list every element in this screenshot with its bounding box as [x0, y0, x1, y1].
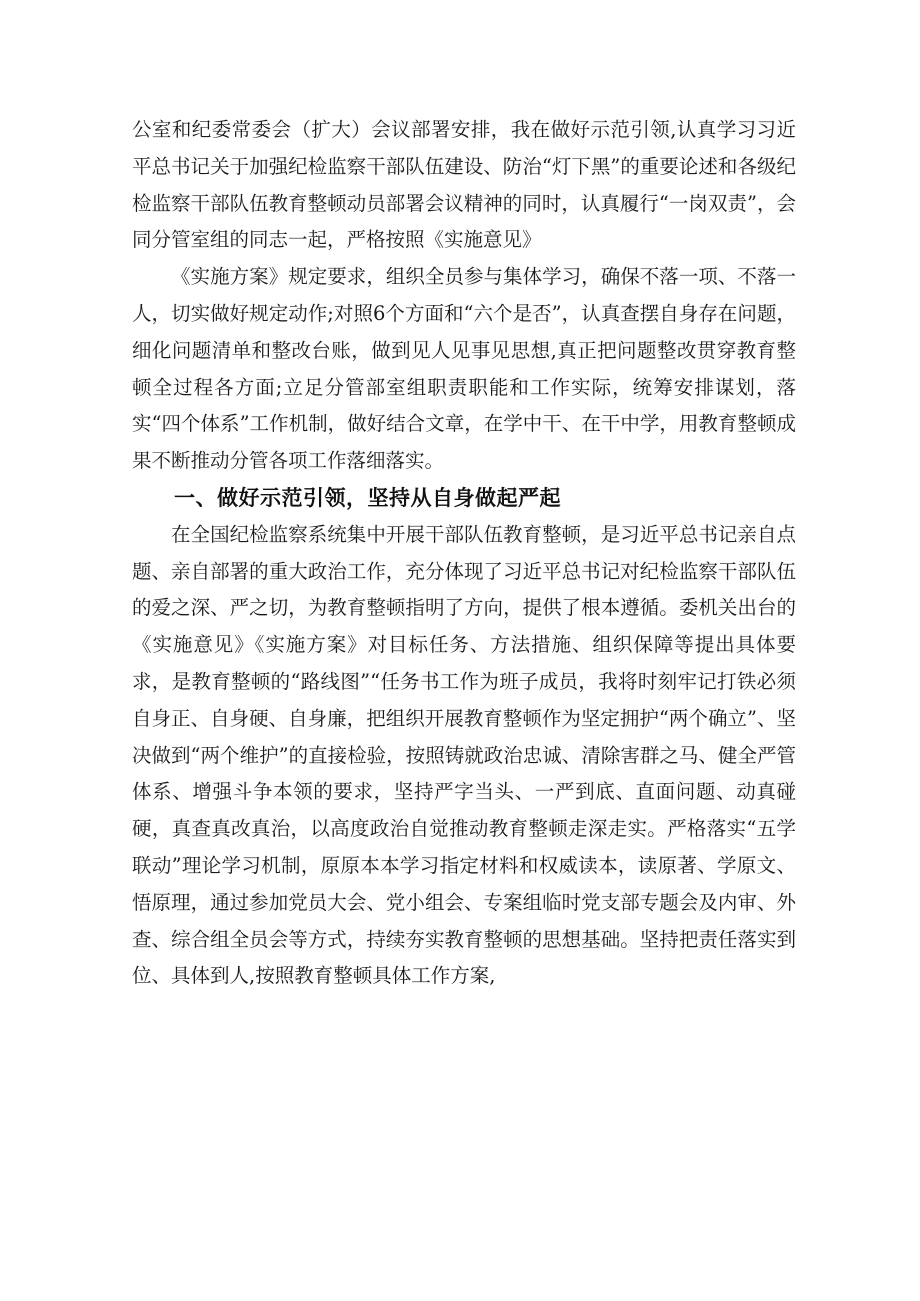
section-heading: 一、做好示范引领，坚持从自身做起严起 [174, 485, 561, 510]
paragraph-requirements: 《实施方案》规定要求，组织全员参与集体学习，确保不落一项、不落一人，切实做好规定动作;对照6个方面和“六个是否”，认真查摆自身存在问题，细化问题清单和整改台账，做到见人见事见思想,真正把问题整改贯穿教育整顿全过程各方面;立足分管部室组职责职能和工作实际，统筹安排谋划，落实“四个体系”工作机制，做好结合文章，在学中干、在干中学，用教育整顿成果不断推动分管各项工作落细落实。 [132, 265, 796, 473]
paragraph-section-body: 在全国纪检监察系统集中开展干部队伍教育整顿，是习近平总书记亲自点题、亲自部署的重大政治工作，充分体现了习近平总书记对纪检监察干部队伍的爱之深、严之切，为教育整顿指明了方向，提供了根本遵循。委机关出台的《实施意见》《实施方案》对目标任务、方法措施、组织保障等提出具体要求，是教育整顿的“路线图”“任务书工作为班子成员，我将时刻牢记打铁必须自身正、自身硬、自身廉，把组织开展教育整顿作为坚定拥护“两个确立”、坚决做到“两个维护”的直接检验，按照铸就政治忠诚、清除害群之马、健全严管体系、增强斗争本领的要求，坚持严字当头、一严到底、直面问题、动真碰硬，真查真改真治，以高度政治自觉推动教育整顿走深走实。严格落实“五学联动”理论学习机制，原原本本学习指定材料和权威读本，读原著、学原文、悟原理，通过参加党员大会、党小组会、专案组临时党支部专题会及内审、外查、综合组全员会等方式，持续夯实教育整顿的思想基础。坚持把责任落实到位、具体到人,按照教育整顿具体工作方案, [132, 522, 796, 988]
paragraph-continued: 公室和纪委常委会（扩大）会议部署安排，我在做好示范引领,认真学习习近平总书记关于加强纪检监察干部队伍建设、防治“灯下黑”的重要论述和各级纪检监察干部队伍教育整顿动员部署会议精神的同时，认真履行“一岗双责”，会同分管室组的同志一起，严格按照《实施意见》 [132, 118, 796, 252]
document-body [132, 112, 796, 995]
